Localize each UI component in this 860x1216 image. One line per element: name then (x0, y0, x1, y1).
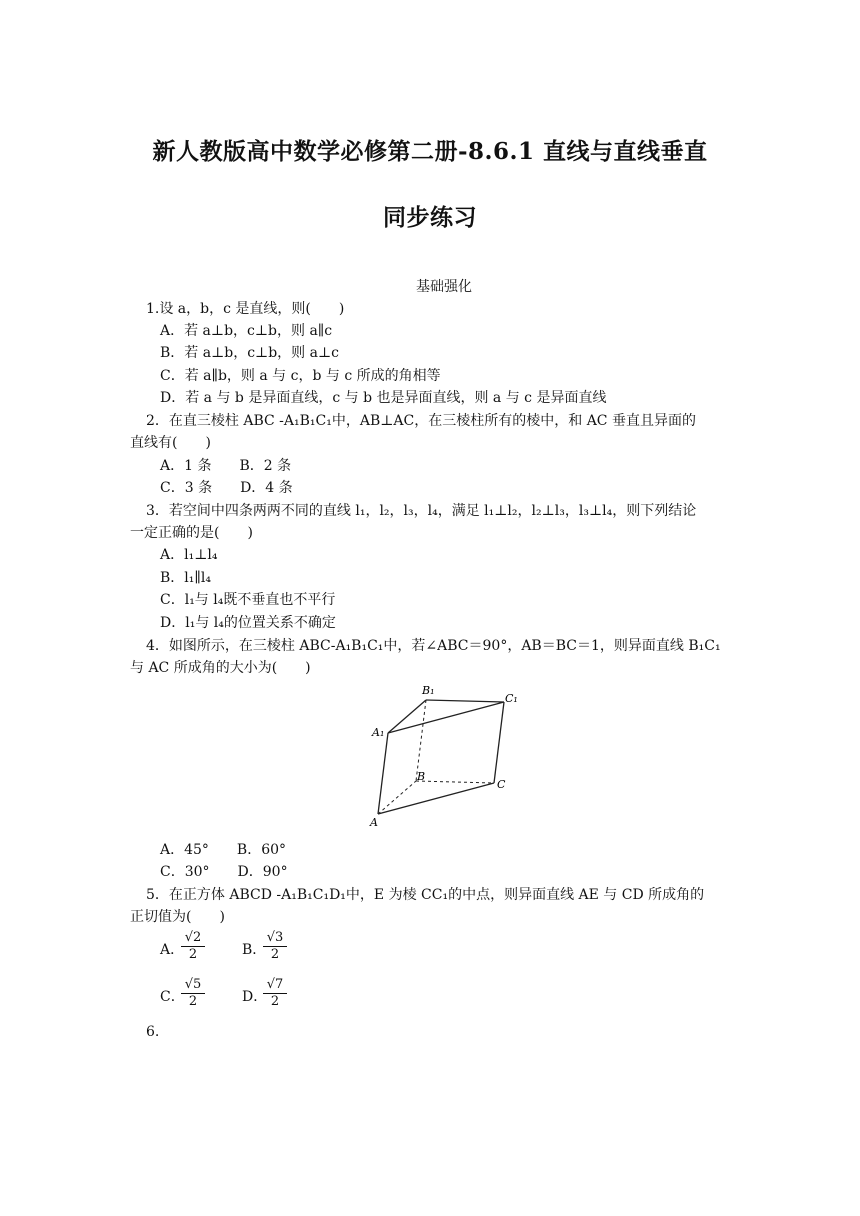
q3-stem-line1: 3．若空间中四条两两不同的直线 l₁，l₂，l₃，l₄，满足 l₁⊥l₂，l₂⊥l₃，l₃⊥l₄，则下列结论 (146, 503, 697, 519)
edge-c1-c (494, 702, 504, 783)
q6-stem: 6. (146, 1024, 160, 1040)
edge-a-c (378, 783, 494, 814)
q5-option-d-fraction (263, 977, 287, 1010)
edge-b1-c1 (426, 700, 504, 702)
q4-options-ab: A．45° B．60° (160, 842, 287, 858)
prism-figure (360, 680, 530, 830)
page-title-line2: 同步练习 (383, 204, 477, 231)
q5-stem-line1: 5．在正方体 ABCD -A₁B₁C₁D₁中，E 为棱 CC₁的中点，则异面直线 AE 与 CD 所成角的 (146, 887, 705, 903)
label-b: B (417, 770, 426, 783)
q5-option-a-label: A． (160, 942, 185, 958)
q3-option-c: C．l₁与 l₄既不垂直也不平行 (160, 592, 336, 608)
q2-stem-line2: 直线有( ) (130, 435, 211, 451)
q5-option-b-label: B． (242, 942, 267, 958)
section-heading: 基础强化 (416, 279, 472, 295)
q3-option-a: A．l₁⊥l₄ (160, 547, 218, 563)
q1-option-b: B．若 a⊥b，c⊥b，则 a⊥c (160, 345, 339, 361)
q3-option-b: B．l₁∥l₄ (160, 570, 211, 586)
page-title-line1: 新人教版高中数学必修第二册-8.6.1 直线与直线垂直 (152, 138, 708, 165)
q1-option-d: D．若 a 与 b 是异面直线，c 与 b 也是异面直线，则 a 与 c 是异面直线 (160, 390, 607, 406)
label-a: A (370, 816, 378, 829)
q2-options-cd: C．3 条 D．4 条 (160, 480, 293, 496)
label-c: C (497, 778, 506, 791)
q5-option-d-numerator: √7 (263, 977, 287, 994)
q4-stem-line1: 4．如图所示，在三棱柱 ABC-A₁B₁C₁中，若∠ABC＝90°，AB＝BC＝1，则异面直线 B₁C₁ (146, 638, 721, 654)
label-b1: B₁ (422, 684, 435, 697)
label-c1: C₁ (505, 692, 518, 705)
q5-option-a-numerator: √2 (181, 930, 205, 947)
edge-b-c-hidden (416, 781, 494, 783)
q1-stem: 1.设 a，b，c 是直线，则( ) (146, 301, 345, 317)
q5-option-d-denominator: 2 (270, 994, 280, 1009)
q4-stem-line2: 与 AC 所成角的大小为( ) (130, 660, 311, 676)
q5-stem-line2: 正切值为( ) (130, 909, 225, 925)
q1-option-a: A．若 a⊥b，c⊥b，则 a∥c (160, 323, 333, 339)
q2-options-ab: A．1 条 B．2 条 (160, 458, 292, 474)
q5-option-c-label: C． (160, 989, 185, 1005)
q5-option-b-denominator: 2 (270, 947, 280, 962)
q5-option-c-denominator: 2 (188, 994, 198, 1009)
edge-b1-b-hidden (416, 700, 426, 781)
q5-option-a-denominator: 2 (188, 947, 198, 962)
label-a1: A₁ (372, 726, 385, 739)
q5-option-b-numerator: √3 (263, 930, 287, 947)
q5-option-c-numerator: √5 (181, 977, 205, 994)
q5-option-b-fraction (263, 930, 287, 963)
q1-option-c: C．若 a∥b，则 a 与 c，b 与 c 所成的角相等 (160, 368, 441, 384)
q2-stem-line1: 2．在直三棱柱 ABC -A₁B₁C₁中，AB⊥AC，在三棱柱所有的棱中，和 AC 垂直且异面的 (146, 413, 696, 429)
q4-options-cd: C．30° D．90° (160, 864, 288, 880)
edge-a1-a (378, 733, 388, 814)
q5-option-c-fraction (181, 977, 205, 1010)
q3-option-d: D．l₁与 l₄的位置关系不确定 (160, 615, 336, 631)
q3-stem-line2: 一定正确的是( ) (130, 525, 253, 541)
q5-option-d-label: D． (242, 989, 268, 1005)
q5-option-a-fraction (181, 930, 205, 963)
